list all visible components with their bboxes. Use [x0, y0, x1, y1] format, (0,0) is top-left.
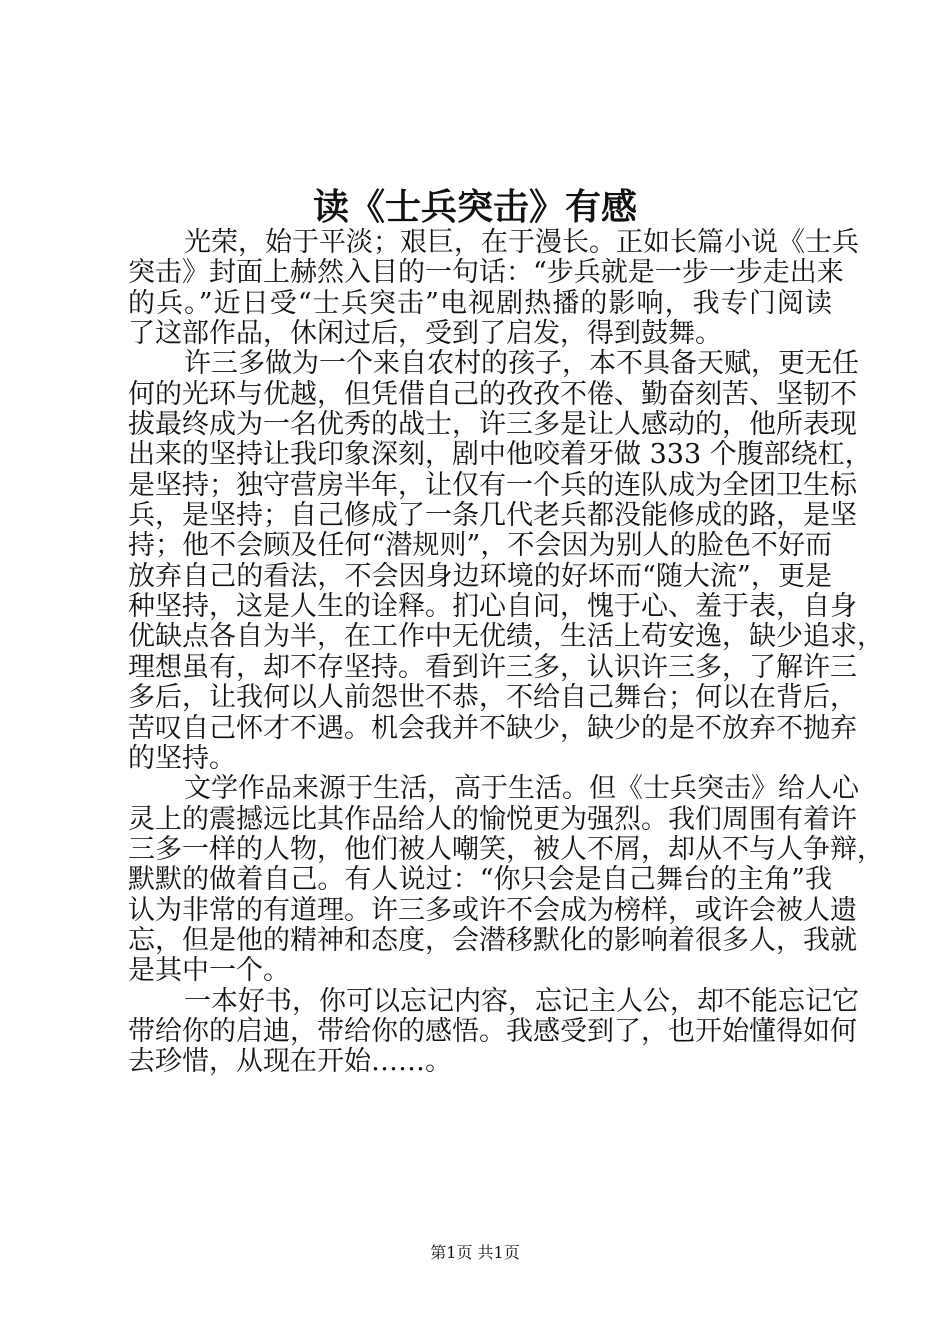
text-line: 了这部作品，休闲过后，受到了启发，得到鼓舞。: [128, 318, 722, 350]
text-line: 苦叹自己怀才不遇。机会我并不缺少，缺少的是不放弃不抛弃: [128, 712, 857, 744]
text-line: 放弃自己的看法，不会因身边环境的好坏而“随大流”，更是: [128, 560, 832, 592]
page-footer: 第1页 共1页: [430, 1243, 520, 1262]
document-title: 读《士兵突击》有感: [312, 187, 637, 228]
text-line: 是坚持；独守营房半年，让仅有一个兵的连队成为全团卫生标: [128, 469, 857, 501]
text-line: 光荣，始于平淡；艰巨，在于漫长。正如长篇小说《士兵: [184, 227, 859, 258]
text-line: 理想虽有，却不存坚持。看到许三多，认识许三多，了解许三: [128, 651, 857, 683]
text-line: 兵，是坚持；自己修成了一条几代老兵都没能修成的路，是坚: [128, 500, 857, 532]
document-body: [128, 227, 884, 1078]
text-line: 去珍惜，从现在开始……。: [128, 1046, 452, 1078]
text-line: 灵上的震撼远比其作品给人的愉悦更为强烈。我们周围有着许: [128, 803, 857, 835]
text-line: 认为非常的有道理。许三多或许不会成为榜样，或许会被人遗: [128, 894, 857, 926]
text-line: 优缺点各自为半，在工作中无优绩，生活上苟安逸，缺少追求，: [128, 621, 884, 653]
text-line: 的兵。”近日受“士兵突击”电视剧热播的影响，我专门阅读: [128, 287, 832, 319]
text-line: 文学作品来源于生活，高于生活。但《士兵突击》给人心: [184, 773, 859, 805]
text-line: 三多一样的人物，他们被人嘲笑，被人不屑，却从不与人争辩，: [128, 833, 884, 865]
text-line: 默默的做着自己。有人说过：“你只会是自己舞台的主角”我: [128, 864, 832, 896]
text-line: 是其中一个。: [128, 955, 290, 987]
paragraph: [128, 985, 859, 1078]
text-line: 拔最终成为一名优秀的战士，许三多是让人感动的，他所表现: [128, 409, 857, 441]
text-line: 许三多做为一个来自农村的孩子，本不具备天赋，更无任: [184, 348, 859, 380]
text-line: 忘，但是他的精神和态度，会潜移默化的影响着很多人，我就: [128, 924, 857, 956]
text-line: 种坚持，这是人生的诠释。扪心自问，愧于心、羞于表，自身: [128, 591, 857, 623]
paragraph: [128, 773, 884, 987]
text-line: 的坚持。: [128, 742, 236, 774]
text-line: 突击》封面上赫然入目的一句话：“步兵就是一步一步走出来: [128, 257, 844, 289]
text-line: 带给你的启迪，带给你的感悟。我感受到了，也开始懂得如何: [128, 1015, 857, 1047]
text-line: 持；他不会顾及任何“潜规则”，不会因为别人的脸色不好而: [128, 530, 832, 562]
text-line: 出来的坚持让我印象深刻，剧中他咬着牙做 333 个腹部绕杠，: [128, 439, 872, 471]
paragraph: [128, 227, 859, 350]
text-line: 一本好书，你可以忘记内容，忘记主人公，却不能忘记它: [184, 985, 859, 1017]
text-line: 何的光环与优越，但凭借自己的孜孜不倦、勤奋刻苦、坚韧不: [128, 378, 857, 410]
paragraph: [128, 348, 884, 774]
text-line: 多后，让我何以人前怨世不恭，不给自己舞台；何以在背后，: [128, 682, 857, 714]
